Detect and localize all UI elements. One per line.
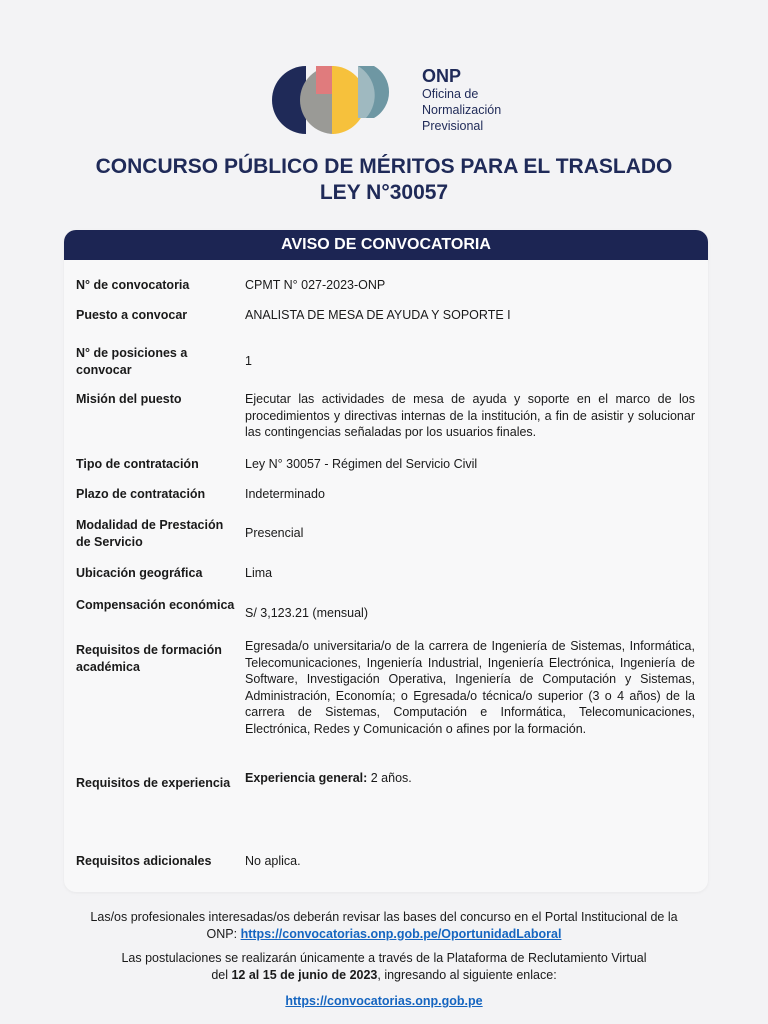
portal-link[interactable]: https://convocatorias.onp.gob.pe/OportunidadLaboral <box>240 926 562 941</box>
application-line-2 <box>0 967 768 984</box>
notice-heading: AVISO DE CONVOCATORIA <box>64 230 708 260</box>
brand-name: ONP <box>422 66 462 86</box>
brand-line-1: Oficina de <box>422 87 479 101</box>
row-label: Requisitos de experiencia <box>76 776 231 790</box>
application-link[interactable]: https://convocatorias.onp.gob.pe <box>285 994 483 1008</box>
row-label: Ubicación geográfica <box>76 566 203 580</box>
row-label: N° de convocatoria <box>76 278 190 292</box>
header <box>0 60 768 140</box>
experience-value: 2 años. <box>367 771 412 785</box>
row-label: Tipo de contratación <box>76 457 199 471</box>
notice-card <box>64 230 708 892</box>
footer-portal-note <box>0 909 768 942</box>
row-label: Modalidad de Prestación de Servicio <box>76 518 224 549</box>
onp-wordmark <box>422 66 501 134</box>
title-line-2: LEY N°30057 <box>319 181 449 204</box>
row-value: CPMT N° 027-2023-ONP <box>245 278 386 292</box>
application-post: , ingresando al siguiente enlace: <box>377 967 557 982</box>
row-value: Ejecutar las actividades de mesa de ayuda y soporte en el marco de los procedimientos y directivas internas de la institución, a fin de asistir y solucionar las contingencias señaladas por los usuarios finales. <box>245 392 695 439</box>
row-label: Puesto a convocar <box>76 308 188 322</box>
experience-label: Experiencia general: <box>245 771 368 785</box>
footer-link-line <box>0 993 768 1010</box>
row-value <box>245 770 695 787</box>
page-title <box>0 154 768 206</box>
row-value: No aplica. <box>245 854 301 868</box>
application-dates: 12 al 15 de junio de 2023 <box>231 967 378 982</box>
onp-logo-icon <box>270 66 410 134</box>
application-line-1: Las postulaciones se realizarán únicamente a través de la Plataforma de Reclutamiento Virtual <box>121 951 647 965</box>
row-value: Egresada/o universitaria/o de la carrera de Ingeniería de Sistemas, Informática, Telecomunicaciones, Ingeniería Industrial, Ingeniería Electrónica, Ingeniería de Software, Investigación Operativa, Ingeniería de Computación y Sistemas, Administración, Economía; o Egresada/o técnica/o superior (3 o 4 años) de la carrera de Sistemas, Computación e Informática, Telecomunicaciones, Electrónica, Redes y Comunicación o afines por la formación. <box>245 639 695 736</box>
row-label: N° de posiciones a convocar <box>76 346 188 377</box>
row-label: Plazo de contratación <box>76 487 206 501</box>
row-value: S/ 3,123.21 (mensual) <box>245 606 368 620</box>
brand-line-2: Normalización <box>422 103 502 117</box>
row-value: ANALISTA DE MESA DE AYUDA Y SOPORTE I <box>245 308 511 322</box>
title-line-1: CONCURSO PÚBLICO DE MÉRITOS PARA EL TRASLADO <box>95 155 673 178</box>
row-value: Indeterminado <box>245 487 325 501</box>
application-pre: del <box>211 967 232 982</box>
row-value: Lima <box>245 566 273 580</box>
row-value: 1 <box>245 354 252 368</box>
row-label: Requisitos de formación académica <box>76 643 222 674</box>
brand-line-3: Previsional <box>422 119 484 133</box>
row-value: Presencial <box>245 526 304 540</box>
row-label: Compensación económica <box>76 598 235 612</box>
portal-note-text: Las/os profesionales interesadas/os deberán revisar las bases del concurso en el Portal Institucional de la ONP: <box>90 910 678 941</box>
row-value: Ley N° 30057 - Régimen del Servicio Civil <box>245 457 478 471</box>
footer-application-note <box>0 950 768 983</box>
row-label: Requisitos adicionales <box>76 854 212 868</box>
row-label: Misión del puesto <box>76 392 182 406</box>
